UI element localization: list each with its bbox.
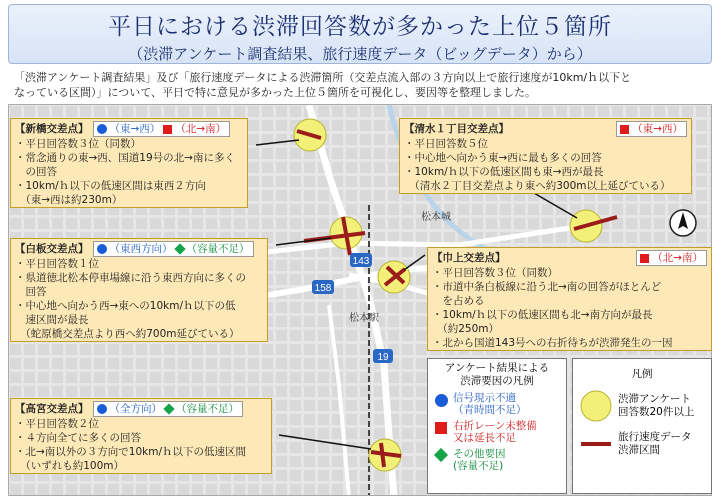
- other-cause-icon: [163, 403, 174, 414]
- callout-shinbashi-tag1: （東→西）: [109, 123, 161, 135]
- intro-text: [14, 70, 714, 100]
- callout-takamiya: [10, 398, 272, 474]
- callout-shimizu-head: [404, 121, 687, 137]
- callout-shimizu-name: 【清水１丁目交差点】: [404, 123, 509, 135]
- signal-cause-icon: [97, 124, 107, 134]
- callout-ichinokami-line: ・平日回答数３位（同数）: [432, 267, 558, 279]
- callout-shiroita-tag2: （容量不足）: [186, 243, 250, 255]
- callout-takamiya-line: ・北→南以外の３方向で10km/ｈ以下の低速区間: [15, 446, 247, 458]
- legend-causes-title-1: アンケート結果による: [444, 362, 550, 374]
- callout-shiroita-line: ・県道徳北松本停車場線に沿う東西方向に多くの: [15, 272, 246, 284]
- callout-ichinokami-tag1: （北→南）: [652, 252, 703, 264]
- callout-ichinokami-tags: [636, 250, 707, 266]
- callout-ichinokami: [427, 247, 712, 351]
- callout-shinbashi-line: の回答: [15, 166, 57, 178]
- callout-shinbashi: [10, 118, 248, 208]
- lane-cause-icon: [620, 125, 629, 134]
- header-banner: [8, 4, 712, 64]
- callout-takamiya-line: ・平日回答数２位: [15, 418, 99, 430]
- callout-ichinokami-line: ・市道中条白板線に沿う北→南の回答がほとんど: [432, 281, 662, 293]
- lane-cause-icon: [163, 125, 172, 134]
- matsumoto-station-label: 松本駅: [349, 313, 379, 324]
- legend-survey-label: 渋滞アンケート: [618, 393, 691, 405]
- legend-other-label: その他要因: [453, 448, 506, 460]
- callout-takamiya-head: [15, 401, 267, 417]
- callout-shinbashi-line: ・平日回答数３位（同数）: [15, 138, 141, 150]
- callout-shinbashi-tags: [93, 121, 231, 137]
- callout-shinbashi-name: 【新橋交差点】: [15, 123, 89, 135]
- legend-speed-label: 旅行速度データ: [618, 431, 692, 443]
- legend-speed-sub: 渋滞区間: [618, 444, 660, 456]
- callout-takamiya-tags: [93, 401, 244, 417]
- other-cause-icon: [434, 448, 448, 462]
- legend-signal-sub: （青時間不足）: [453, 404, 527, 416]
- intro-line-2: なっている区間）」について、平日で特に意見が多かった上位５箇所を可視化し、要因等を整理しました。: [14, 86, 537, 99]
- callout-shinbashi-line: （東→西は約230m）: [15, 194, 123, 206]
- legend-causes: [427, 358, 567, 494]
- legend-causes-title-2: 渋滞要因の凡例: [460, 375, 534, 387]
- legend-signal-label: 信号現示不適: [453, 392, 516, 404]
- signal-cause-icon: [435, 394, 448, 407]
- callout-shiroita-line: ・中心地へ向かう西→東への10km/ｈ以下の低: [15, 300, 236, 312]
- callout-shimizu-line: ・平日回答数５位: [404, 138, 488, 150]
- callout-shiroita-tag1: （東西方向）: [109, 243, 173, 255]
- callout-shimizu: [399, 118, 692, 194]
- callout-shimizu-tag1: （東→西）: [632, 123, 683, 135]
- callout-shiroita: [10, 238, 268, 342]
- callout-ichinokami-line: を占める: [432, 295, 485, 307]
- route-19-label: 19: [377, 352, 389, 363]
- north-arrow: [670, 210, 696, 236]
- signal-cause-icon: [97, 244, 107, 254]
- legend-lane-row: [434, 420, 560, 444]
- legend-survey-row: [579, 389, 705, 423]
- legend-lane-sub: 又は延長不足: [453, 432, 516, 444]
- callout-shimizu-line: ・10km/ｈ以下の低速区間も東→西が最長: [404, 166, 604, 178]
- legend-map-title: 凡例: [631, 368, 653, 380]
- intro-line-1: 「渋滞アンケート調査結果」及び「旅行速度データによる渋滞箇所（交差点流入部の３方向以上で旅行速度が10km/ｈ以下と: [14, 71, 632, 84]
- callout-ichinokami-line: （約250m）: [432, 323, 500, 335]
- signal-cause-icon: [97, 404, 107, 414]
- legend-survey-sub: 回答数20件以上: [618, 406, 695, 418]
- callout-ichinokami-name: 【巾上交差点】: [432, 252, 506, 264]
- callout-shiroita-line: 回答: [15, 286, 47, 298]
- callout-takamiya-tag2: （容量不足）: [176, 403, 239, 415]
- callout-shiroita-line: （蛇原橋交差点より西へ約700m延びている）: [15, 328, 240, 340]
- callout-shiroita-line: 速区間が最長: [15, 314, 89, 326]
- legend-other-sub: (容量不足): [453, 460, 504, 472]
- callout-takamiya-line: （いずれも約100m）: [15, 460, 125, 472]
- callout-shinbashi-line: ・常念通りの東→西、国道19号の北→南に多く: [15, 152, 235, 164]
- page-title: 平日における渋滞回答数が多かった上位５箇所: [108, 14, 612, 40]
- callout-shimizu-tags: [616, 121, 687, 137]
- legend-map: [572, 358, 712, 494]
- lane-cause-icon: [640, 254, 649, 263]
- legend-other-row: [434, 448, 560, 472]
- callout-takamiya-line: ・４方向全てに多くの回答: [15, 432, 141, 444]
- callout-ichinokami-head: [432, 250, 707, 266]
- page-subtitle: （渋滞アンケート調査結果、旅行速度データ（ビッグデータ）から）: [128, 45, 592, 63]
- lane-cause-icon: [435, 422, 447, 434]
- callout-ichinokami-line: ・北から国道143号への右折待ちが渋滞発生の一因: [432, 337, 673, 349]
- callout-shimizu-line: ・中心地へ向かう東→西に最も多くの回答: [404, 152, 602, 164]
- callout-takamiya-tag1: （全方向）: [109, 403, 162, 415]
- survey-circle-icon: [579, 389, 613, 423]
- speed-line-icon: [579, 438, 613, 450]
- other-cause-icon: [174, 243, 185, 254]
- callout-shiroita-head: [15, 241, 263, 257]
- route-158-label: 158: [314, 283, 332, 294]
- callout-shinbashi-tag2: （北→南）: [175, 123, 227, 135]
- legend-speed-row: [579, 431, 705, 457]
- legend-lane-label: 右折レーン未整備: [453, 420, 537, 432]
- callout-shiroita-line: ・平日回答数１位: [15, 258, 99, 270]
- callout-shiroita-tags: [93, 241, 254, 257]
- legend-signal-row: [434, 392, 560, 416]
- callout-shinbashi-head: [15, 121, 243, 137]
- callout-takamiya-name: 【高宮交差点】: [15, 403, 89, 415]
- route-143-label: 143: [352, 256, 370, 267]
- callout-shimizu-line: （清水２丁目交差点より東へ約300m以上延びている）: [404, 180, 671, 192]
- callout-shinbashi-line: ・10km/ｈ以下の低速区間は東西２方向: [15, 180, 206, 192]
- callout-shiroita-name: 【白板交差点】: [15, 243, 89, 255]
- callout-ichinokami-line: ・10km/ｈ以下の低速区間も北→南方向が最長: [432, 309, 653, 321]
- matsumoto-castle-label: 松本城: [421, 212, 451, 223]
